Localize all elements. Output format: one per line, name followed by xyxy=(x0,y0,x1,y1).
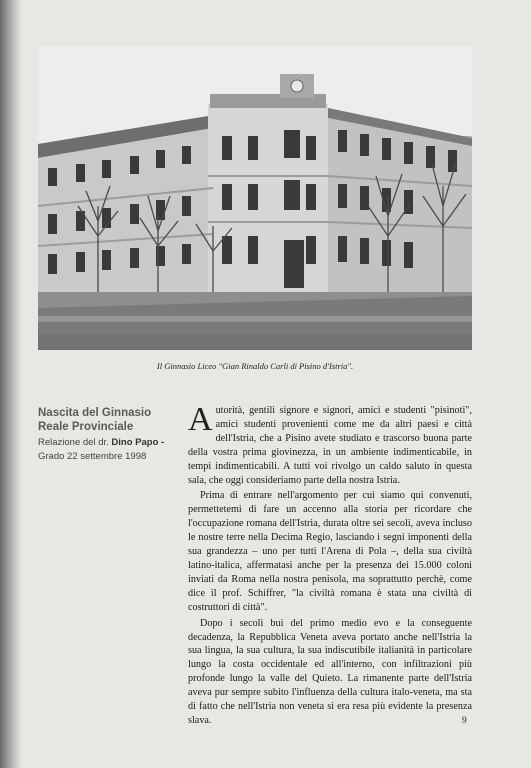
drop-cap: A xyxy=(188,401,213,438)
article-paragraph: Dopo i secoli bui del primo medio evo e la conseguente decadenza, la Repubblica Veneta aveva portato anche nell'Istria la sua lingua, la sua cultura, la sua indiscutibile italianità in particolare lungo la costa occidentale ed all'interno, con infiltrazioni più profonde lungo la valle del Quieto. La rimanente parte dell'Istria aveva pur sempre subito l'influenza della cultura italo-veneta, ma sta di fatto che nell'Istria non veneta si era resa più evidente la presenza slava. xyxy=(188,617,472,726)
photo-caption: Il Ginnasio Liceo "Gian Rinaldo Carli di Pisino d'Istria". xyxy=(156,361,354,371)
article-paragraph: Prima di entrare nell'argomento per cui siamo qui convenuti, permettetemi di fare un accenno alla storia per ricordare che l'occupazione romana dell'Istria, durata oltre sei secoli, aveva incluso le nostre terre nella Decima Regio, lasciando i segni imponenti della sua grandezza – uno per tutti l'Arena di Pola –, della sua civiltà latino-italica, affermatasi anche per la presenza dei 15.000 coloni inviati da Roma nella nostra penisola, ma soprattutto perchè, come dice il prof. Schiffrer, "la civiltà romana è stata una civiltà di costruttori di città". xyxy=(188,490,472,613)
section-byline xyxy=(38,436,188,464)
section-title xyxy=(38,406,183,434)
book-gutter-shadow xyxy=(0,0,22,768)
location-date: Grado 22 settembre 1998 xyxy=(38,451,147,462)
page-number: 9 xyxy=(462,716,467,726)
article-body xyxy=(188,401,472,728)
school-building-photo xyxy=(38,46,472,350)
article-paragraph xyxy=(188,401,472,487)
section-title-line-2: Reale Provinciale xyxy=(38,421,134,433)
paragraph-text: utorità, gentili signore e signori, amici e studenti "pisinoti", amici studenti provenienti come me da altri paesi e città dell'Istria, che a Pisino avete studiato e trascorso buona parte della vostra prima giovinezza, in un ambiente indimenticabile, in tempi indimenticabili. A tutti voi rivolgo un caldo saluto in questa sala, che oggi consideriamo parte della nostra Istria. xyxy=(188,405,472,486)
author-name: Dino Papo - xyxy=(111,437,165,448)
author-prefix: Relazione del dr. xyxy=(38,437,112,448)
author-line xyxy=(38,436,188,450)
section-title-line-1: Nascita del Ginnasio xyxy=(38,407,152,419)
